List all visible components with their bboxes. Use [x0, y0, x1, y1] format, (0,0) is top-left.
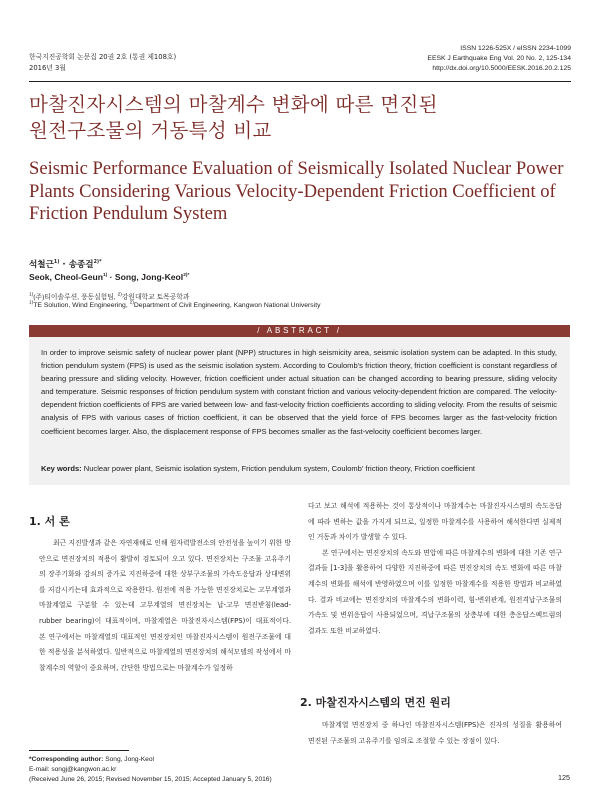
author-ko-2-mark: 2)*: [93, 260, 102, 266]
author-en-2: Song, Jong-Keol: [114, 272, 184, 282]
journal-name-en: EESK J Earthquake Eng Vol. 20 No. 2, 125-134: [427, 55, 571, 62]
title-korean: [29, 92, 569, 144]
author-ko-1: 석철근: [29, 260, 54, 270]
title-ko-line2: 원전구조물의 거동특성 비교: [29, 119, 272, 142]
affiliation-english: [29, 302, 321, 309]
keywords: [41, 464, 561, 473]
title-ko-line1: 마찰진자시스템의 마찰계수 변화에 따른 면진된: [29, 93, 438, 116]
journal-name-ko: 한국지진공학회 논문집 20권 2호 (통권 제108호): [29, 53, 177, 61]
affil-ko-mark-2: 2): [117, 292, 122, 298]
abstract-label: / ABSTRACT /: [257, 326, 342, 335]
section2-text: [308, 718, 562, 749]
author-en-1-mark: 1): [103, 273, 108, 279]
intro-paragraph-continued: 다고 보고 해석에 적용하는 것이 통상적이나 마찰계수는 마찰진자시스템의 속도응답에 따라 변하는 값을 가지게 되므로, 일정한 마찰계수를 사용하여 해석한다면 실제적인 거동과 차이가 발생할 수 있다.: [308, 502, 562, 542]
manuscript-dates: (Received June 26, 2015; Revised November 15, 2015; Accepted January 5, 2016): [29, 776, 272, 783]
affil-en-mark-2: 2): [129, 300, 134, 306]
right-column: [308, 499, 562, 639]
section-heading-introduction: 1. 서 론: [29, 515, 70, 528]
author-en-1: Seok, Cheol-Geun: [29, 272, 104, 282]
issue-date: 2016년 3월: [29, 63, 66, 72]
corresponding-author-name: Song, Jong-Keol: [103, 756, 154, 763]
footnote-divider: [29, 750, 129, 751]
keywords-label: Key words:: [41, 464, 82, 473]
keywords-list: Nuclear power plant, Seismic isolation system, Friction pendulum system, Coulomb' friction theory, Friction coefficient: [81, 464, 476, 473]
affiliation-korean: [29, 291, 189, 301]
fps-paragraph-1: 마찰계열 면진장치 중 하나인 마찰진자시스템(FPS)은 진자의 성질을 활용하여 면진된 구조물의 고유주기를 임의로 조절할 수 있는 장점이 있다.: [308, 721, 562, 745]
affil-en-2: Department of Civil Engineering, Kangwon National University: [133, 302, 321, 309]
author-ko-2: 송종걸: [68, 260, 94, 270]
author-ko-separator: ·: [59, 260, 69, 270]
affil-en-mark-1: 1): [29, 300, 34, 306]
intro-paragraph-1: 최근 지진발생과 같은 자연재해로 인해 원자력발전소의 안전성을 높이기 위한 방안으로 면진장치의 적용이 활발히 검토되어 오고 있다. 면진장치는 구조물 고유주기의 장주기화와 감쇠의 증가로 지진하중에 대한 상부구조물의 가속도응답과 상대변위를 저감시키는데 효과적으로 작용한다. 원전에 적용 가능한 면진장치로는 고무계열과 마찰계열로 구분할 수 있는데 고무계열의 면진장치는 납-고무 면진받침(lead-rubber bearing)이 대표적이며, 마찰계열은 마찰진자시스템(FPS)이 대표적이다. 본 연구에서는 마찰계열의 대표적인 면진장치인 마찰진자시스템이 원전구조물에 대한 적용성을 분석하였다. 일반적으로 마찰계열의 면진장치의 해석모델의 작성에서 마찰계수의 역할이 중요하며, 간단한 방법으로는 마찰계수가 일정하: [39, 539, 291, 672]
page-number: 125: [558, 773, 570, 782]
doi-link[interactable]: http://dx.doi.org/10.5000/EESK.2016.20.2.125: [432, 65, 571, 72]
journal-info-en: [427, 44, 571, 74]
journal-info-ko: [29, 52, 176, 73]
journal-header: [29, 44, 571, 80]
abstract-text: In order to improve seismic safety of nuclear power plant (NPP) structures in high seismicity area, seismic isolation system can be adapted. In this study, friction pendulum system (FPS) is used as the seismic isolation system. According to Coulomb's friction theory, friction coefficient is constant regardless of bearing pressure and sliding velocity. However, friction coefficient under actual situation can be changed according to bearing pressure, sliding velocity and temperature. Seismic responses of friction pendulum system with constant friction and various velocity-dependent friction are compared. The velocity-dependent friction coefficients of FPS are varied between low- and fast-velocity friction coefficients according to sliding velocity. From the results of seismic analysis of FPS with various cases of friction coefficient, it can be observed that the yield force of FPS becomes larger as the fast-velocity friction coefficient becomes larger. Also, the displacement response of FPS becomes smaller as the fast-velocity coefficient becomes larger.: [41, 348, 557, 436]
corresponding-author-label: *Corresponding author:: [29, 756, 104, 763]
authors-english: [29, 272, 189, 282]
authors-korean: [29, 258, 102, 270]
author-en-2-mark: 2)*: [183, 273, 190, 279]
title-english: Seismic Performance Evaluation of Seismically Isolated Nuclear Power Plants Considering Various Velocity-Dependent Friction Coefficient of Friction Pendulum System: [29, 158, 564, 224]
corresponding-author: [29, 755, 291, 765]
intro-paragraph-2: 본 연구에서는 면진장치의 속도와 면압에 따른 마찰계수의 변화에 대한 기존 연구결과들 [1-3]을 활용하여 다양한 지진하중에 따른 면진장치의 속도 변화에 따른 마찰계수의 변화를 해석에 반영하였으며 이를 일정한 마찰계수를 적용한 방법과 비교하였다. 결과 비교에는 면진장치의 마찰계수의 변화이력, 힘-변위관계, 원전격납구조물의 가속도 및 변위응답이 사용되었으며, 격납구조물의 상층부에 대한 층응답스펙트럼의 결과도 또한 비교하였다.: [308, 548, 562, 635]
affil-ko-2: 강원대학교 토목공학과: [121, 294, 190, 301]
author-en-separator: ·: [107, 272, 115, 282]
author-email[interactable]: E-mail: songj@kangwon.ac.kr: [29, 766, 117, 773]
author-ko-1-mark: 1): [53, 260, 60, 266]
abstract-banner: [29, 325, 570, 337]
affil-ko-1: (주)티이솔루션, 풍동실험팀,: [33, 294, 118, 301]
left-column: [39, 536, 291, 676]
corresponding-author-note: [29, 755, 291, 785]
header-divider: [29, 81, 571, 82]
section-heading-fps-principle: 2. 마찰진자시스템의 면진 원리: [300, 696, 451, 709]
issn: ISSN 1226-525X / eISSN 2234-1099: [460, 45, 571, 52]
affil-en-1: TE Solution, Wind Engineering,: [33, 302, 130, 309]
affil-ko-mark-1: 1): [29, 292, 34, 298]
